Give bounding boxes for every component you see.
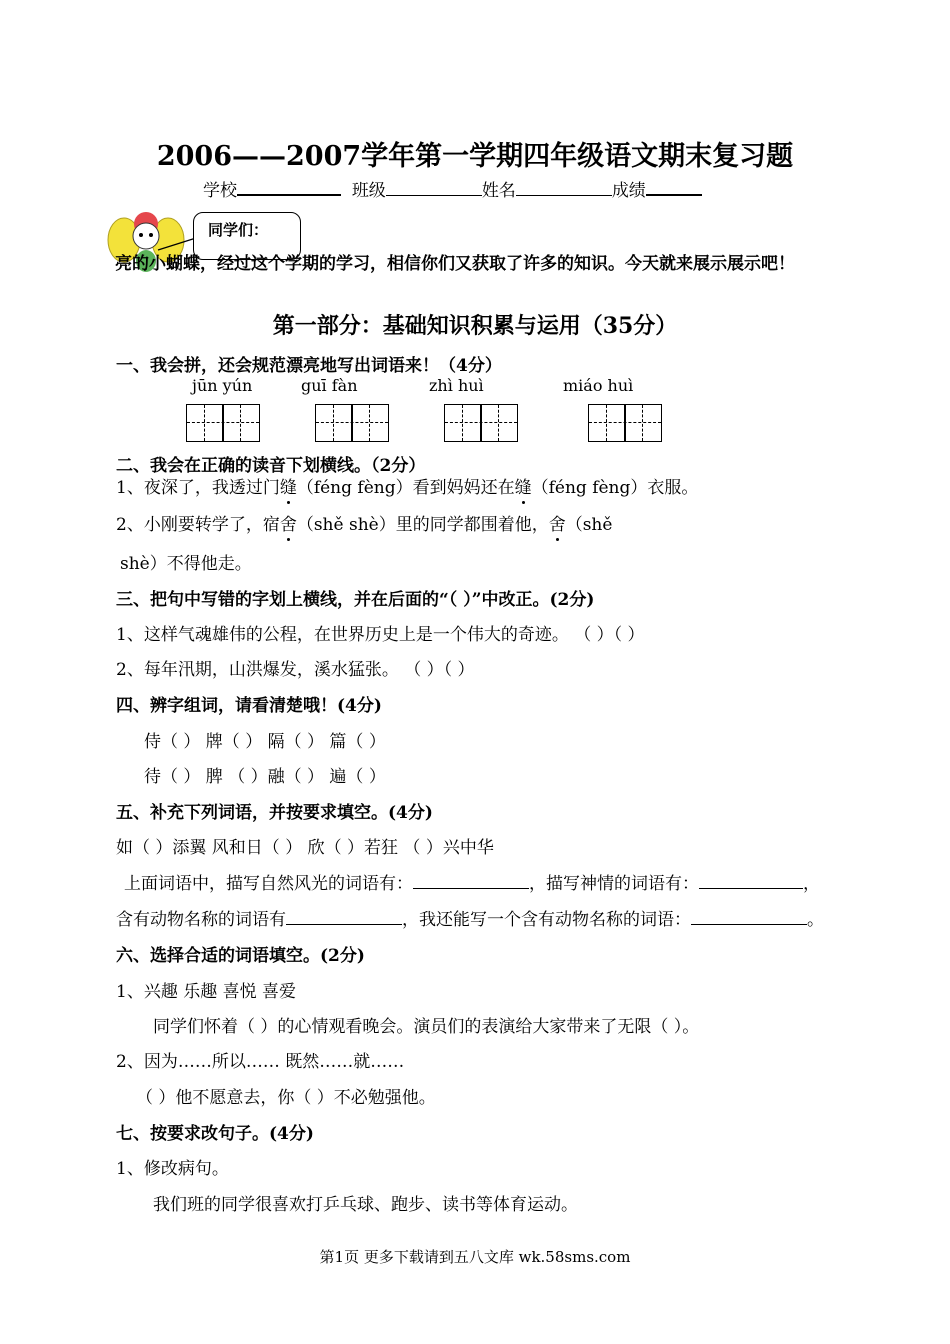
pinyin-4: miáo huì [563, 376, 634, 395]
section7-line1: 1、修改病句。 [116, 1159, 229, 1179]
text: 1、夜深了，我透过门 [116, 478, 280, 498]
class-label: 班级 [351, 181, 386, 201]
dotted-char: 缝 [514, 478, 532, 498]
text: （shě shè）里的同学都围着他， [296, 515, 549, 535]
dotted-char: 缝 [279, 478, 297, 498]
school-blank [237, 180, 341, 196]
section3-line2: 2、每年汛期，山洪爆发，溪水猛张。 （ ）（ ） [116, 660, 475, 680]
text: ，我还能写一个含有动物名称的词语： [402, 910, 691, 930]
score-blank [646, 180, 702, 196]
section3-line1: 1、这样气魂雄伟的公程，在世界历史上是一个伟大的奇迹。 （ ）（ ） [116, 625, 645, 645]
section6-line1: 1、兴趣 乐趣 喜悦 喜爱 [116, 982, 297, 1002]
writing-grid-2[interactable] [315, 404, 389, 442]
section2-line1 [116, 473, 698, 498]
part1-title: 第一部分：基础知识积累与运用（35分） [272, 313, 678, 339]
section2-line3: shè）不得他走。 [120, 554, 252, 574]
writing-grid-1[interactable] [186, 404, 260, 442]
dotted-char: 舍 [548, 515, 566, 535]
section6-line4: （ ）他不愿意去，你（ ）不必勉强他。 [136, 1088, 436, 1108]
section5-line1: 如（ ）添翼 风和日（ ） 欣（ ）若狂 （ ）兴中华 [116, 838, 494, 858]
writing-grid-3[interactable] [444, 404, 518, 442]
section2-line2 [116, 510, 612, 535]
text: 含有动物名称的词语有 [116, 910, 286, 930]
page-footer: 第1页 更多下载请到五八文库 wk.58sms.com [319, 1248, 631, 1266]
score-label: 成绩 [611, 181, 646, 201]
writing-grid-4[interactable] [588, 404, 662, 442]
answer-blank[interactable] [286, 910, 402, 925]
text: （shě [565, 515, 613, 535]
page-title: 2006——2007学年第一学期四年级语文期末复习题 [156, 141, 794, 172]
text: 上面词语中，描写自然风光的词语有： [124, 874, 413, 894]
section1-title: 一、我会拼，还会规范漂亮地写出词语来！（4分） [116, 356, 502, 376]
answer-blank[interactable] [413, 874, 529, 889]
name-blank [516, 181, 612, 196]
student-info-line [203, 176, 702, 201]
section6-title: 六、选择合适的词语填空。(2分) [116, 946, 365, 966]
section5-title: 五、补充下列词语，并按要求填空。(4分) [116, 803, 433, 823]
text: ，描写神情的词语有： [529, 874, 699, 894]
text: 。 [807, 910, 824, 930]
pinyin-2: guī fàn [301, 376, 358, 395]
section7-title: 七、按要求改句子。(4分) [116, 1124, 314, 1144]
pinyin-3: zhì huì [429, 376, 484, 395]
answer-blank[interactable] [699, 874, 803, 889]
text: ， [803, 874, 820, 894]
section2-title: 二、我会在正确的读音下划横线。（2分） [116, 456, 426, 476]
bubble-text: 同学们： [208, 221, 269, 239]
text: （féng fèng）衣服。 [531, 478, 699, 498]
section6-line3: 2、因为……所以…… 既然……就…… [116, 1052, 405, 1072]
answer-blank[interactable] [691, 910, 807, 925]
section3-title: 三、把句中写错的字划上横线，并在后面的“（ ）”中改正。(2分) [116, 590, 595, 610]
pinyin-1: jūn yún [192, 376, 253, 395]
dotted-char: 舍 [279, 515, 297, 535]
greeting-text: 亮的小蝴蝶，经过这个学期的学习，相信你们又获取了许多的知识。今天就来展示展示吧！ [115, 254, 795, 274]
section4-row1: 侍（ ） 牌（ ） 隔（ ） 篇（ ） [144, 732, 386, 752]
name-label: 姓名 [481, 181, 516, 201]
school-label: 学校 [203, 181, 237, 201]
class-blank [386, 181, 482, 196]
section6-line2: 同学们怀着（ ）的心情观看晚会。演员们的表演给大家带来了无限（ ）。 [153, 1017, 700, 1037]
section5-line3 [116, 905, 824, 930]
section4-row2: 待（ ） 脾 （ ）融（ ） 遍（ ） [144, 767, 386, 787]
section7-line2: 我们班的同学很喜欢打乒乓球、跑步、读书等体育运动。 [153, 1195, 578, 1215]
text: （féng fèng）看到妈妈还在 [296, 478, 515, 498]
section5-line2 [124, 869, 820, 894]
text: 2、小刚要转学了，宿 [116, 515, 280, 535]
section4-title: 四、辨字组词，请看清楚哦！(4分) [116, 696, 382, 716]
